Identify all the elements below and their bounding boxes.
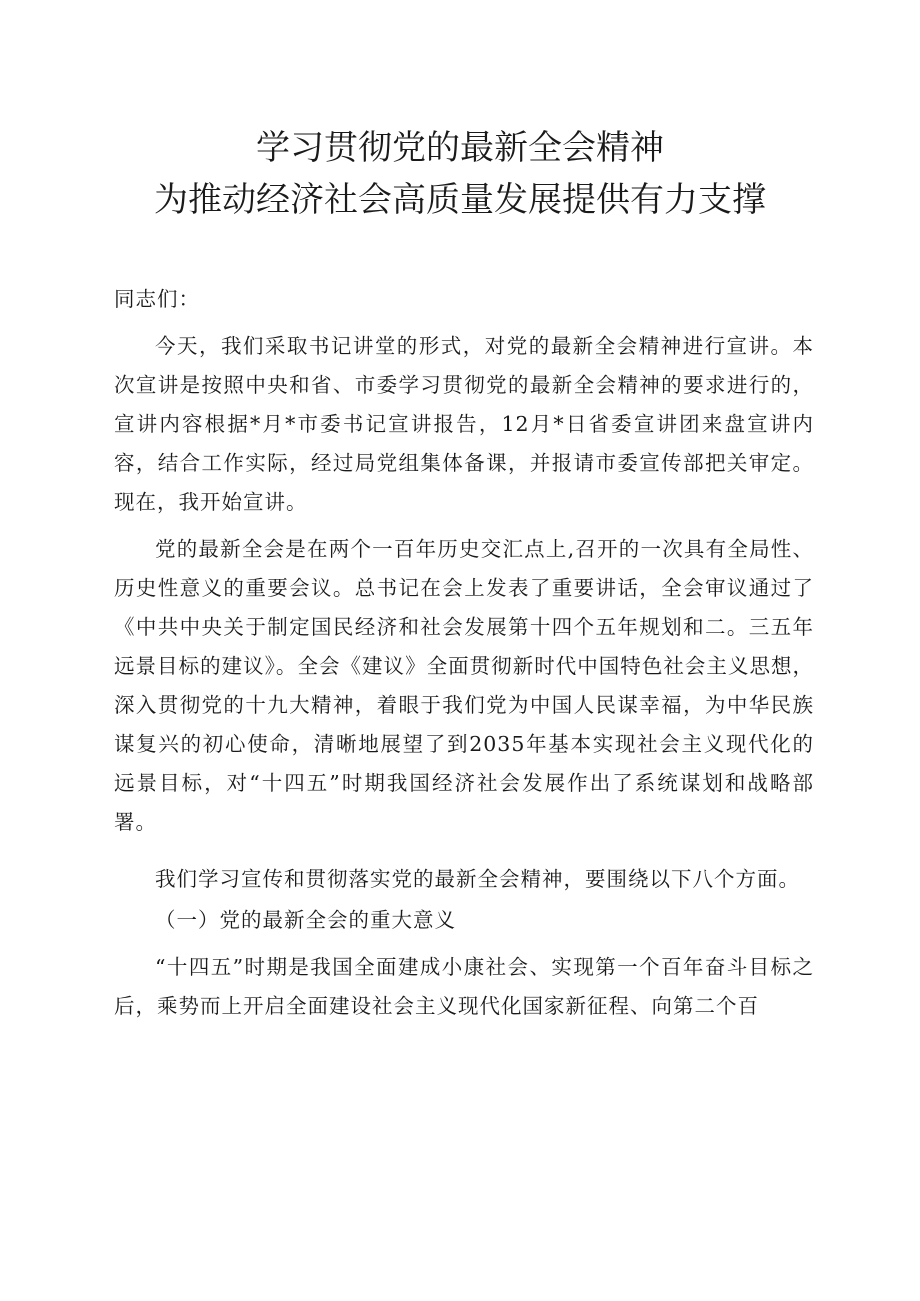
document-body [114, 280, 814, 1026]
section-heading-1: （一）党的最新全会的重大意义 [155, 908, 456, 932]
title-line-2: 为推动经济社会高质量发展提供有力支撑 [154, 180, 766, 220]
paragraph-section-1: “十四五”时期是我国全面建成小康社会、实现第一个百年奋斗目标之后，乘势而上开启全面建设社会主义现代化国家新征程、向第二个百 [114, 955, 814, 1018]
document-title [0, 122, 920, 226]
paragraph-plenum: 党的最新全会是在两个一百年历史交汇点上,召开的一次具有全局性、历史性意义的重要会议。总书记在会上发表了重要讲话，全会审议通过了《中共中央关于制定国民经济和社会发展第十四个五年规划和二。三五年远景目标的建议》。全会《建议》全面贯彻新时代中国特色社会主义思想，深入贯彻党的十九大精神，着眼于我们党为中国人民谋幸福，为中华民族谋复兴的初心使命，清晰地展望了到2035年基本实现社会主义现代化的远景目标，对“十四五”时期我国经济社会发展作出了系统谋划和战略部署。 [114, 537, 814, 834]
paragraph-intro: 今天，我们采取书记讲堂的形式，对党的最新全会精神进行宣讲。本次宣讲是按照中央和省、市委学习贯彻党的最新全会精神的要求进行的，宣讲内容根据*月*市委书记宣讲报告，12月*日省委宣讲团来盘宣讲内容，结合工作实际，经过局党组集体备课，并报请市委宣传部把关审定。现在，我开始宣讲。 [114, 334, 814, 514]
salutation: 同志们： [114, 287, 200, 311]
paragraph-eight-aspects: 我们学习宣传和贯彻落实党的最新全会精神，要围绕以下八个方面。 [155, 867, 800, 891]
title-line-1: 学习贯彻党的最新全会精神 [256, 128, 664, 168]
